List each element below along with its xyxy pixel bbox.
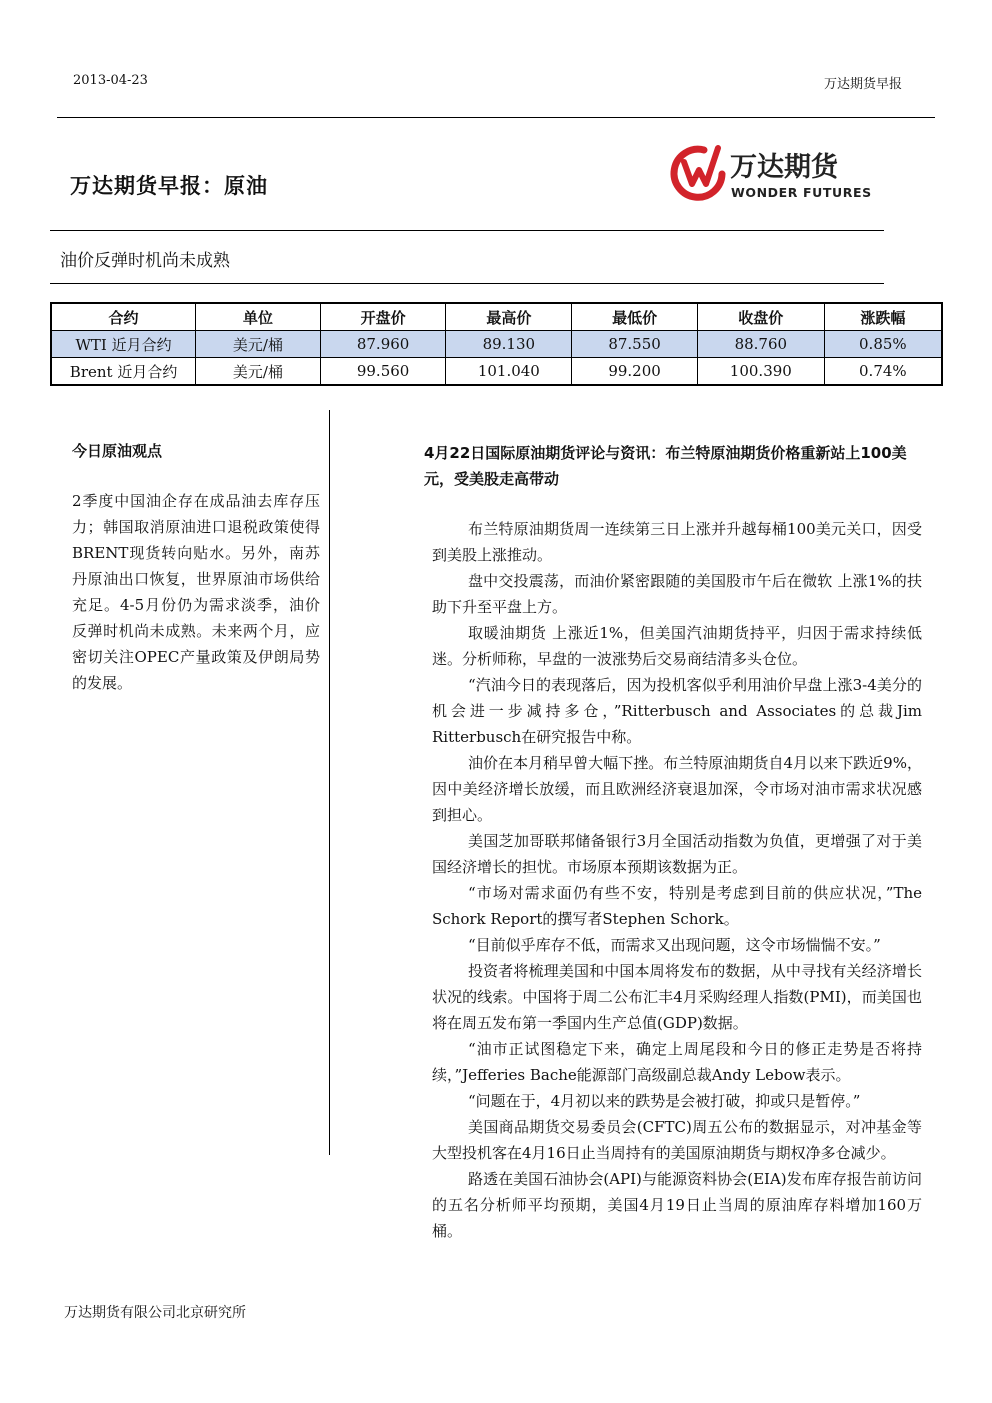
col-header-unit: 单位	[196, 303, 321, 331]
news-paragraph: 美国芝加哥联邦储备银行3月全国活动指数为负值，更增强了对于美国经济增长的担忧。市场原本预期该数据为正。	[432, 832, 922, 876]
news-paragraph: 美国商品期货交易委员会(CFTC)周五公布的数据显示，对冲基金等大型投机客在4月16日止当周持有的美国原油期货与期权净多仓减少。	[432, 1118, 922, 1162]
cell-change: 0.74%	[824, 358, 942, 386]
news-paragraph: 取暖油期货 上涨近1%，但美国汽油期货持平，归因于需求持续低迷。分析师称，早盘的一波涨势后交易商结清多头仓位。	[432, 624, 922, 668]
document-subtitle: 油价反弹时机尚未成熟	[60, 251, 230, 271]
logo-text-cn: 万达期货	[730, 152, 838, 183]
news-paragraph: “市场对需求面仍有些不安，特别是考虑到目前的供应状况，”The Schork Report的撰写者Stephen Schork。	[432, 884, 922, 928]
header-rule	[57, 117, 935, 118]
cell-low: 87.550	[572, 331, 698, 358]
header-publication: 万达期货早报	[823, 77, 902, 92]
cell-open: 99.560	[320, 358, 446, 386]
company-logo	[668, 140, 878, 206]
news-paragraph: 盘中交投震荡，而油价紧密跟随的美国股市午后在微软 上涨1%的扶助下升至平盘上方。	[432, 572, 922, 616]
col-header-close: 收盘价	[697, 303, 824, 331]
cell-open: 87.960	[320, 331, 446, 358]
column-divider	[329, 410, 330, 1155]
news-paragraph: “问题在于，4月初以来的跌势是会被打破，抑或只是暂停。”	[468, 1092, 861, 1110]
logo-text-en: WONDER FUTURES	[731, 185, 872, 200]
col-header-low: 最低价	[572, 303, 698, 331]
table-row	[51, 358, 942, 386]
subtitle-rule-top	[50, 230, 884, 231]
table-row	[51, 331, 942, 358]
header-date: 2013-04-23	[73, 73, 148, 88]
cell-high: 89.130	[446, 331, 572, 358]
cell-contract: Brent 近月合约	[51, 358, 196, 386]
document-title: 万达期货早报：原油	[70, 174, 268, 198]
table-header-row	[51, 303, 942, 331]
news-paragraph: 油价在本月稍早曾大幅下挫。布兰特原油期货自4月以来下跌近9%，因中美经济增长放缓，而且欧洲经济衰退加深，令市场对油市需求状况感到担心。	[432, 754, 922, 824]
news-body	[432, 516, 922, 1244]
cell-change: 0.85%	[824, 331, 942, 358]
col-header-contract: 合约	[51, 303, 196, 331]
news-paragraph: “汽油今日的表现落后，因为投机客似乎利用油价早盘上涨3-4美分的机会进一步减持多仓，”Ritterbusch and Associates的总裁Jim Ritterbusch在研究报告中称。	[432, 676, 922, 746]
cell-close: 100.390	[697, 358, 824, 386]
price-table	[50, 302, 943, 386]
cell-low: 99.200	[572, 358, 698, 386]
view-heading: 今日原油观点	[72, 442, 163, 460]
logo-mark-icon	[668, 140, 878, 206]
footer-org: 万达期货有限公司北京研究所	[64, 1305, 246, 1321]
subtitle-rule-bottom	[50, 283, 884, 284]
cell-unit: 美元/桶	[196, 331, 321, 358]
news-paragraph: 投资者将梳理美国和中国本周将发布的数据，从中寻找有关经济增长状况的线索。中国将于周二公布汇丰4月采购经理人指数(PMI)，而美国也将在周五发布第一季国内生产总值(GDP)数据。	[432, 962, 922, 1032]
col-header-open: 开盘价	[320, 303, 446, 331]
col-header-high: 最高价	[446, 303, 572, 331]
cell-high: 101.040	[446, 358, 572, 386]
news-paragraph: 布兰特原油期货周一连续第三日上涨并升越每桶100美元关口，因受到美股上涨推动。	[432, 520, 922, 564]
cell-unit: 美元/桶	[196, 358, 321, 386]
view-body: 2季度中国油企存在成品油去库存压力；韩国取消原油进口退税政策使得BRENT现货转向贴水。另外，南苏丹原油出口恢复，世界原油市场供给充足。4-5月份仍为需求淡季，油价反弹时机尚未成熟。未来两个月，应密切关注OPEC产量政策及伊朗局势的发展。	[72, 492, 320, 692]
news-paragraph: 路透在美国石油协会(API)与能源资料协会(EIA)发布库存报告前访问的五名分析师平均预期，美国4月19日止当周的原油库存料增加160万桶。	[432, 1170, 922, 1240]
cell-close: 88.760	[697, 331, 824, 358]
col-header-change: 涨跌幅	[824, 303, 942, 331]
news-paragraph: “目前似乎库存不低，而需求又出现问题，这令市场惴惴不安。”	[468, 936, 881, 954]
news-heading: 4月22日国际原油期货评论与资讯：布兰特原油期货价格重新站上100美元，受美股走高带动	[424, 444, 907, 488]
news-paragraph: “油市正试图稳定下来，确定上周尾段和今日的修正走势是否将持续，”Jefferies Bache能源部门高级副总裁Andy Lebow表示。	[432, 1040, 922, 1084]
cell-contract: WTI 近月合约	[51, 331, 196, 358]
